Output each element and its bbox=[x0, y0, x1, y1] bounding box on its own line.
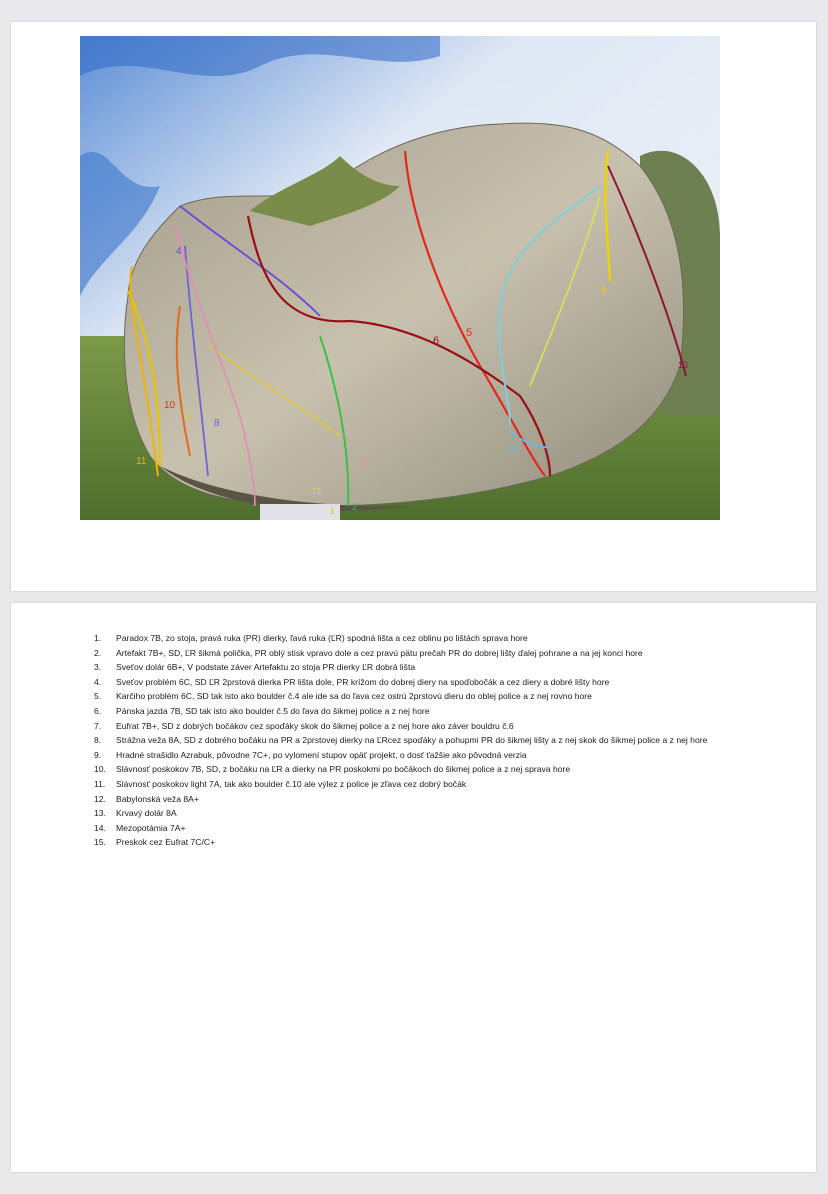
route-label-9: 9 bbox=[186, 412, 192, 423]
route-number: 12. bbox=[94, 793, 106, 804]
route-number: 8. bbox=[94, 735, 102, 746]
document-page-1 bbox=[11, 22, 816, 591]
route-description: Babylonská veža 8A+ bbox=[116, 793, 199, 804]
route-label-8: 8 bbox=[214, 418, 220, 429]
route-item bbox=[94, 704, 754, 719]
route-item bbox=[94, 835, 754, 850]
route-item bbox=[94, 733, 754, 748]
route-description: Sveťov problém 6C, SD ĽR 2prstová dierka PR lišta dole, PR krížom do dobrej diery na spoďobočák a cez diery a dobré lišty hore bbox=[116, 676, 610, 687]
route-item bbox=[94, 748, 754, 763]
route-number: 11. bbox=[94, 778, 106, 789]
route-label-7: 7 bbox=[496, 330, 502, 341]
crash-pad bbox=[260, 504, 340, 520]
route-description: Karčiho problém 6C, SD tak isto ako boulder č.4 ale ide sa do ľava cez ostrú 2prstovú dieru do oblej police a z nej rovno hore bbox=[116, 691, 592, 702]
route-item bbox=[94, 806, 754, 821]
route-description: Eufrat 7B+, SD z dobrých bočákov cez spoďáky skok do šikmej police a z nej hore ako záver bouldru č.6 bbox=[116, 720, 514, 731]
route-item bbox=[94, 762, 754, 777]
route-item bbox=[94, 660, 754, 675]
route-number: 7. bbox=[94, 720, 102, 731]
route-description: Mezopotámia 7A+ bbox=[116, 822, 186, 833]
route-item bbox=[94, 777, 754, 792]
route-description: Hradné strašidlo Azrabuk, pôvodne 7C+, po vylomení stupov opäť projekt, o dosť ťažšie ako pôvodná verzia bbox=[116, 749, 527, 760]
route-description: Slávnosť poskokov 7B, SD, z bočáku na ĽR a dierky na PR poskokmi po bočákoch do šikmej police a z nej sprava hore bbox=[116, 764, 571, 775]
route-number: 10. bbox=[94, 764, 106, 775]
route-label-4: 4 bbox=[176, 246, 182, 257]
route-item bbox=[94, 821, 754, 836]
route-description: Sveťov dolár 6B+, V podstate záver Artefaktu zo stoja PR dierky ĽR dobrá lišta bbox=[116, 662, 416, 673]
route-number: 5. bbox=[94, 691, 102, 702]
route-number: 13. bbox=[94, 808, 106, 819]
route-label-5: 5 bbox=[466, 327, 473, 339]
route-label-13: 13 bbox=[678, 360, 689, 370]
route-item bbox=[94, 646, 754, 661]
route-label-11: 11 bbox=[136, 456, 147, 467]
route-number: 2. bbox=[94, 647, 102, 658]
route-description: Artefakt 7B+, SD, ĽR šikmá polička, PR oblý stisk vpravo dole a cez pravú pätu prečah PR do dobrej lišty ďalej pohrane a na jej konci hore bbox=[116, 647, 643, 658]
route-label-1: 1 bbox=[330, 506, 336, 516]
route-label-6: 6 bbox=[433, 335, 440, 347]
route-description: Strážna veža 8A, SD z dobrého bočáku na PR a 2prstovej dierky na ĽRcez spoďáky a pohupmi PR do šikmej lišty a z nej skok do šikmej police a z nej hore bbox=[116, 735, 708, 746]
route-description: Pánska jazda 7B, SD tak isto ako boulder č.5 do ľava do šikmej police a z nej hore bbox=[116, 705, 430, 716]
route-description: Paradox 7B, zo stoja, pravá ruka (PR) dierky, ľavá ruka (ĽR) spodná lišta a cez oblinu po lištách sprava hore bbox=[116, 633, 528, 643]
route-item bbox=[94, 689, 754, 704]
route-label-3: 3 bbox=[600, 285, 607, 297]
route-label-2: 2 bbox=[352, 502, 358, 512]
route-item bbox=[94, 792, 754, 807]
route-label-14: 14 bbox=[508, 444, 519, 454]
route-item bbox=[94, 719, 754, 734]
route-number: 4. bbox=[94, 676, 102, 687]
route-label-12: 12 bbox=[312, 487, 321, 496]
route-description: Krvavý dolár 8A bbox=[116, 808, 177, 819]
route-label-15: 15 bbox=[360, 459, 369, 468]
route-number: 14. bbox=[94, 822, 106, 833]
route-label-10: 10 bbox=[164, 400, 176, 411]
route-item bbox=[94, 631, 754, 646]
route-description: Preskok cez Eufrat 7C/C+ bbox=[116, 837, 216, 848]
route-description: Slávnosť poskokov light 7A, tak ako boulder č.10 ale výlez z police je zľava cez dobrý bočák bbox=[116, 778, 467, 789]
document-page-2 bbox=[11, 603, 816, 1172]
route-number: 6. bbox=[94, 705, 102, 716]
route-number: 1. bbox=[94, 633, 102, 643]
boulder-topo-photo bbox=[80, 36, 720, 520]
route-number: 9. bbox=[94, 749, 102, 760]
route-number: 15. bbox=[94, 837, 106, 848]
route-item bbox=[94, 675, 754, 690]
route-number: 3. bbox=[94, 662, 102, 673]
route-list bbox=[94, 631, 754, 850]
